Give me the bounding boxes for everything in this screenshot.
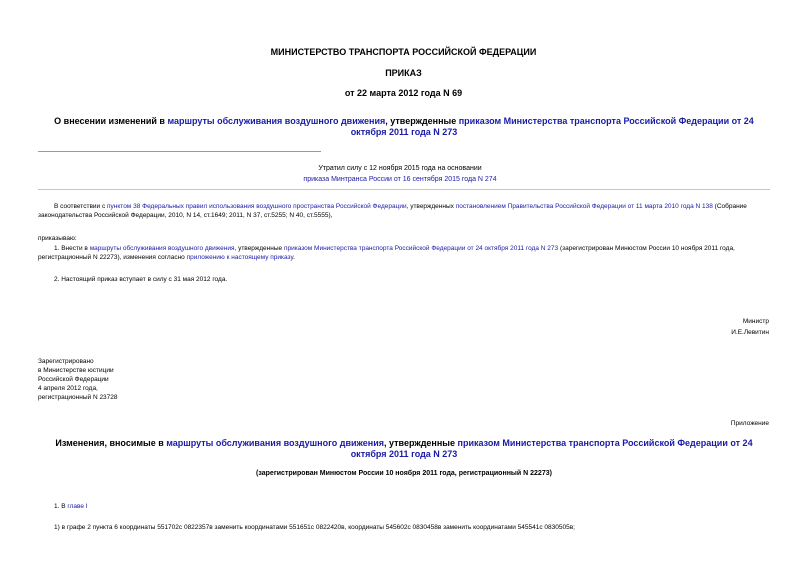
registration-line-4: 4 апреля 2012 года, — [38, 385, 98, 392]
preamble-text-a: В соответствии с — [54, 203, 108, 210]
order-item-2: 2. Настоящий приказ вступает в силу с 31 мая 2012 года. — [54, 276, 228, 283]
signature-position: Министр — [742, 318, 769, 325]
registration-line-5: регистрационный N 23728 — [38, 394, 118, 401]
item1-text-d: . — [293, 254, 295, 261]
title-mid: , утвержденные — [385, 116, 459, 126]
appendix-title-b: , утвержденные — [384, 438, 458, 448]
status-note-line1: Утратил силу с 12 ноября 2015 года на основании — [318, 165, 482, 172]
item1-text-b: , утвержденные — [234, 245, 284, 252]
item1-link-routes[interactable]: маршруты обслуживания воздушного движения — [89, 245, 235, 252]
appendix-item-1 — [54, 502, 754, 511]
preamble-link-rules-38[interactable]: пунктом 38 Федеральных правил использования воздушного пространства Российской Федерации — [107, 203, 407, 210]
item1-link-order-273[interactable]: приказом Министерства транспорта Российской Федерации от 24 октября 2011 года N 273 — [283, 245, 559, 252]
preamble-paragraph — [38, 202, 770, 220]
appendix-title-a: Изменения, вносимые в — [55, 438, 167, 448]
doc-date-number: от 22 марта 2012 года N 69 — [344, 88, 463, 98]
status-note-link-wrap — [160, 175, 640, 185]
signature-name: И.Е.Левитин — [731, 329, 769, 336]
title-divider — [38, 151, 321, 152]
registration-line-3: Российской Федерации — [38, 376, 109, 383]
order-item-1 — [38, 244, 770, 262]
appendix-item1-text: 1. В — [54, 503, 68, 510]
title-link-routes[interactable]: маршруты обслуживания воздушного движения — [167, 116, 386, 126]
item1-text-a: 1. Внести в — [54, 245, 90, 252]
ministry-heading: МИНИСТЕРСТВО ТРАНСПОРТА РОССИЙСКОЙ ФЕДЕРАЦИИ — [270, 47, 537, 57]
appendix-subtitle: (зарегистрирован Минюстом России 10 ноября 2011 года, регистрационный N 22273) — [256, 470, 552, 477]
title-prefix: О внесении изменений в — [54, 116, 168, 126]
appendix-title-link-routes[interactable]: маршруты обслуживания воздушного движения — [166, 438, 385, 448]
appendix-title — [38, 438, 770, 460]
status-note-link[interactable]: приказа Минтранса России от 16 сентября 2015 года N 274 — [303, 176, 497, 183]
title-link-order-273[interactable]: приказом Министерства транспорта Российской Федерации от 24 октября 2011 года N 273 — [350, 116, 754, 137]
registration-line-2: в Министерстве юстиции — [38, 367, 114, 374]
preamble-text-c: (Собрание законодательства Российской Федерации, 2010, N 14, ст.1649; 2011, N 37, ст.5255; N 40, ст.5555), — [38, 203, 747, 219]
preamble-link-resolution-138[interactable]: постановлением Правительства Российской Федерации от 11 марта 2010 года N 138 — [455, 203, 713, 210]
item1-text-c: (зарегистрирован Минюстом России 10 ноября 2011 года, регистрационный N 22273), изменения согласно — [38, 245, 735, 261]
item1-link-appendix[interactable]: приложению к настоящему приказу — [186, 254, 294, 261]
appendix-link-chapter-1[interactable]: главе I — [67, 503, 88, 510]
preamble-text-b: , утвержденных — [406, 203, 456, 210]
registration-block — [38, 357, 288, 402]
status-divider — [38, 189, 770, 190]
registration-line-1: Зарегистрировано — [38, 358, 94, 365]
document-title — [38, 116, 770, 138]
appendix-subitem-1: 1) в графе 2 пункта 6 координаты 551702с 0822357в заменить координатами 551651с 0822420в, координаты 545602с 0830458в заменить координатами 545541с 0830505в; — [54, 524, 575, 531]
appendix-label: Приложение — [730, 420, 769, 427]
appendix-title-link-order-273[interactable]: приказом Министерства транспорта Российской Федерации от 24 октября 2011 года N 273 — [350, 438, 753, 459]
doc-type-heading: ПРИКАЗ — [385, 68, 422, 78]
order-word: приказываю: — [38, 235, 77, 242]
